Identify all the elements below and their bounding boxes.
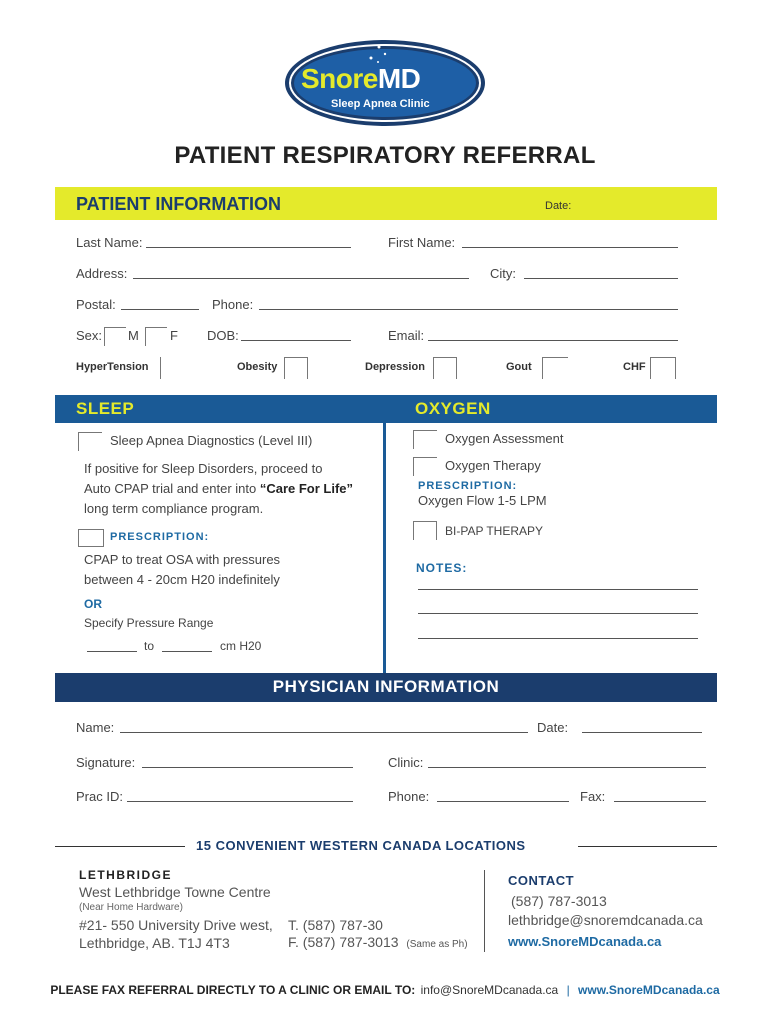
last-name-label: Last Name:: [76, 235, 143, 250]
sex-m-label: M: [128, 328, 139, 343]
address-field[interactable]: [133, 278, 469, 279]
pressure-max-field[interactable]: [162, 651, 212, 652]
dob-field[interactable]: [241, 340, 351, 341]
physician-name-field[interactable]: [120, 732, 528, 733]
contact-phone: (587) 787-3013: [511, 893, 607, 909]
physician-phone-label: Phone:: [388, 789, 430, 804]
sleep-oxygen-divider: [383, 423, 386, 673]
sleep-heading: SLEEP: [76, 399, 135, 418]
oxygen-flow-label: Oxygen Flow 1-5 LPM: [418, 493, 547, 508]
location-address1: #21- 550 University Drive west,: [79, 917, 273, 933]
prac-id-label: Prac ID:: [76, 789, 123, 804]
phone-label: Phone:: [212, 297, 254, 312]
locations-rule-right: [578, 846, 717, 847]
pressure-min-field[interactable]: [87, 651, 137, 652]
address-label: Address:: [76, 266, 128, 281]
notes-line-3[interactable]: [418, 638, 698, 639]
condition-obesity-checkbox[interactable]: [284, 357, 308, 379]
postal-label: Postal:: [76, 297, 116, 312]
prac-id-field[interactable]: [127, 801, 353, 802]
physician-fax-field[interactable]: [614, 801, 706, 802]
oxygen-heading: OXYGEN: [415, 399, 491, 418]
sex-m-checkbox[interactable]: [104, 327, 126, 346]
signature-field[interactable]: [142, 767, 353, 768]
oxygen-therapy-checkbox[interactable]: [413, 457, 437, 476]
specify-pressure-label: Specify Pressure Range: [84, 616, 214, 630]
city-label: City:: [490, 266, 516, 281]
postal-field[interactable]: [121, 309, 199, 310]
footer-email[interactable]: info@SnoreMDcanada.ca: [420, 983, 559, 997]
sleep-prescription-checkbox[interactable]: [78, 529, 104, 547]
location-city: LETHBRIDGE: [79, 868, 172, 882]
cpap-line1: CPAP to treat OSA with pressures: [84, 552, 281, 567]
condition-depression-label: Depression: [365, 361, 425, 373]
logo-subtitle: Sleep Apnea Clinic: [331, 98, 430, 110]
condition-hypertension-checkbox[interactable]: [160, 357, 180, 379]
footer: [0, 983, 770, 997]
sex-f-checkbox[interactable]: [145, 327, 167, 346]
notes-line-1[interactable]: [418, 589, 698, 590]
condition-chf-checkbox[interactable]: [650, 357, 676, 379]
locations-heading: 15 CONVENIENT WESTERN CANADA LOCATIONS: [196, 838, 526, 853]
oxygen-assessment-label: Oxygen Assessment: [445, 431, 564, 446]
sleep-apnea-diag-label: Sleep Apnea Diagnostics (Level III): [110, 433, 313, 448]
physician-heading: PHYSICIAN INFORMATION: [272, 677, 500, 696]
footer-separator: |: [566, 983, 570, 997]
physician-date-label: Date:: [537, 720, 569, 735]
email-field[interactable]: [428, 340, 678, 341]
sleep-or-label: OR: [84, 597, 102, 611]
locations-rule-left: [55, 846, 185, 847]
cpap-line2: between 4 - 20cm H20 indefinitely: [84, 572, 280, 587]
oxygen-assessment-checkbox[interactable]: [413, 430, 437, 449]
sleep-para-line1: If positive for Sleep Disorders, proceed to: [84, 461, 323, 476]
location-address2: Lethbridge, AB. T1J 4T3: [79, 935, 230, 951]
logo: [283, 38, 487, 128]
condition-gout-checkbox[interactable]: [542, 357, 568, 379]
notes-label: NOTES:: [416, 561, 468, 575]
sleep-oxygen-bar: [55, 395, 717, 423]
notes-line-2[interactable]: [418, 613, 698, 614]
last-name-field[interactable]: [146, 247, 351, 248]
logo-md: MD: [377, 63, 421, 94]
patient-info-heading: PATIENT INFORMATION: [76, 194, 281, 214]
locations-vertical-divider: [484, 870, 485, 952]
physician-fax-label: Fax:: [580, 789, 606, 804]
oxygen-prescription-label: PRESCRIPTION:: [418, 480, 518, 492]
location-fax-note: (Same as Ph): [406, 939, 468, 950]
contact-email[interactable]: lethbridge@snoremdcanada.ca: [508, 912, 703, 928]
pressure-unit-label: cm H20: [220, 639, 262, 653]
condition-obesity-label: Obesity: [237, 361, 278, 373]
sleep-prescription-label: PRESCRIPTION:: [110, 531, 210, 543]
condition-depression-checkbox[interactable]: [433, 357, 457, 379]
physician-date-field[interactable]: [582, 732, 702, 733]
footer-web[interactable]: www.SnoreMDcanada.ca: [578, 983, 720, 997]
patient-date-label: Date:: [545, 200, 572, 212]
sleep-para-line2: [84, 479, 353, 499]
sleep-apnea-diag-checkbox[interactable]: [78, 432, 102, 451]
sex-label: Sex:: [76, 328, 103, 343]
location-near: (Near Home Hardware): [79, 902, 183, 913]
email-label: Email:: [388, 328, 425, 343]
condition-gout-label: Gout: [506, 361, 532, 373]
phone-field[interactable]: [259, 309, 678, 310]
footer-text: PLEASE FAX REFERRAL DIRECTLY TO A CLINIC OR EMAIL TO:: [50, 983, 416, 997]
location-centre: West Lethbridge Towne Centre: [79, 884, 271, 900]
sleep-para-line3: long term compliance program.: [84, 501, 264, 516]
care-for-life: “Care For Life”: [259, 481, 354, 496]
clinic-field[interactable]: [428, 767, 706, 768]
dob-label: DOB:: [207, 328, 239, 343]
contact-web[interactable]: www.SnoreMDcanada.ca: [508, 934, 662, 949]
sleep-para-line2-text: Auto CPAP trial and enter into: [84, 481, 260, 496]
bipap-label: BI-PAP THERAPY: [445, 524, 544, 538]
condition-chf-label: CHF: [623, 361, 646, 373]
first-name-field[interactable]: [462, 247, 678, 248]
signature-label: Signature:: [76, 755, 136, 770]
oxygen-therapy-label: Oxygen Therapy: [445, 458, 541, 473]
physician-phone-field[interactable]: [437, 801, 569, 802]
page-title: PATIENT RESPIRATORY REFERRAL: [174, 142, 596, 169]
location-fax-number: F. (587) 787-3013: [288, 934, 399, 950]
location-fax: [288, 934, 468, 950]
clinic-label: Clinic:: [388, 755, 424, 770]
pressure-to-label: to: [144, 639, 155, 653]
location-tel: T. (587) 787-30: [288, 917, 383, 933]
bipap-checkbox[interactable]: [413, 521, 437, 540]
contact-heading: CONTACT: [508, 873, 575, 888]
first-name-label: First Name:: [388, 235, 456, 250]
condition-hypertension-label: HyperTension: [76, 361, 149, 373]
city-field[interactable]: [524, 278, 678, 279]
physician-name-label: Name:: [76, 720, 115, 735]
sex-f-label: F: [170, 328, 178, 343]
logo-snore: Snore: [301, 63, 378, 94]
